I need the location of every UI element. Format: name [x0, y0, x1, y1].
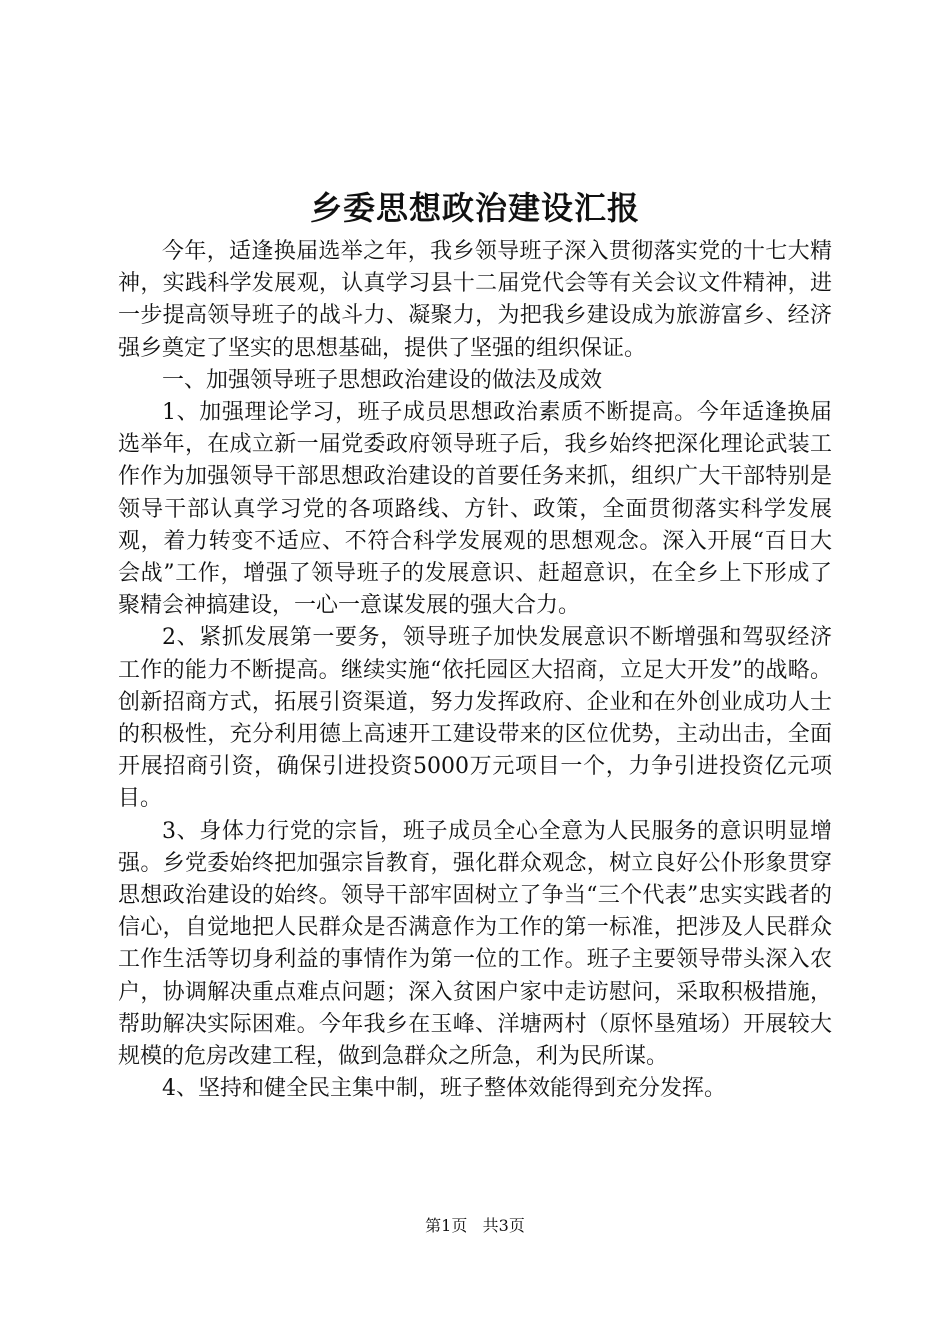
- paragraph-intro: 今年，适逢换届选举之年，我乡领导班子深入贯彻落实党的十七大精神，实践科学发展观，认真学习县十二届党代会等有关会议文件精神，进一步提高领导班子的战斗力、凝聚力，为把我乡建设成为旅游富乡、经济强乡奠定了坚实的思想基础，提供了坚强的组织保证。: [118, 239, 832, 361]
- document-title: 乡委思想政治建设汇报: [309, 189, 640, 227]
- page-total: 共3页: [482, 1216, 525, 1235]
- page-number: 第1页: [425, 1216, 468, 1235]
- page-footer: [0, 1214, 950, 1238]
- paragraph-item-2: 2、紧抓发展第一要务，领导班子加快发展意识不断增强和驾驭经济工作的能力不断提高。继续实施“依托园区大招商，立足大开发”的战略。创新招商方式，拓展引资渠道，努力发挥政府、企业和在外创业成功人士的积极性，充分利用德上高速开工建设带来的区位优势，主动出击，全面开展招商引资，确保引进投资5000万元项目一个，力争引进投资亿元项目。: [118, 625, 832, 812]
- paragraph-item-4: 4、坚持和健全民主集中制，班子整体效能得到充分发挥。: [162, 1076, 726, 1102]
- section-heading: 一、加强领导班子思想政治建设的做法及成效: [162, 367, 603, 393]
- page-separator: [472, 1216, 477, 1235]
- paragraph-item-1: 1、加强理论学习，班子成员思想政治素质不断提高。今年适逢换届选举年，在成立新一届党委政府领导班子后，我乡始终把深化理论武装工作作为加强领导干部思想政治建设的首要任务来抓，组织广大干部特别是领导干部认真学习党的各项路线、方针、政策，全面贯彻落实科学发展观，着力转变不适应、不符合科学发展观的思想观念。深入开展“百日大会战”工作，增强了领导班子的发展意识、赶超意识，在全乡上下形成了聚精会神搞建设，一心一意谋发展的强大合力。: [118, 400, 832, 619]
- paragraph-item-3: 3、身体力行党的宗旨，班子成员全心全意为人民服务的意识明显增强。乡党委始终把加强宗旨教育，强化群众观念，树立良好公仆形象贯穿思想政治建设的始终。领导干部牢固树立了争当“三个代表”忠实实践者的信心，自觉地把人民群众是否满意作为工作的第一标准，把涉及人民群众工作生活等切身利益的事情作为第一位的工作。班子主要领导带头深入农户，协调解决重点难点问题；深入贫困户家中走访慰问，采取积极措施，帮助解决实际困难。今年我乡在玉峰、洋塘两村（原怀垦殖场）开展较大规模的危房改建工程，做到急群众之所急，利为民所谋。: [118, 818, 832, 1070]
- document-body: [118, 236, 832, 1105]
